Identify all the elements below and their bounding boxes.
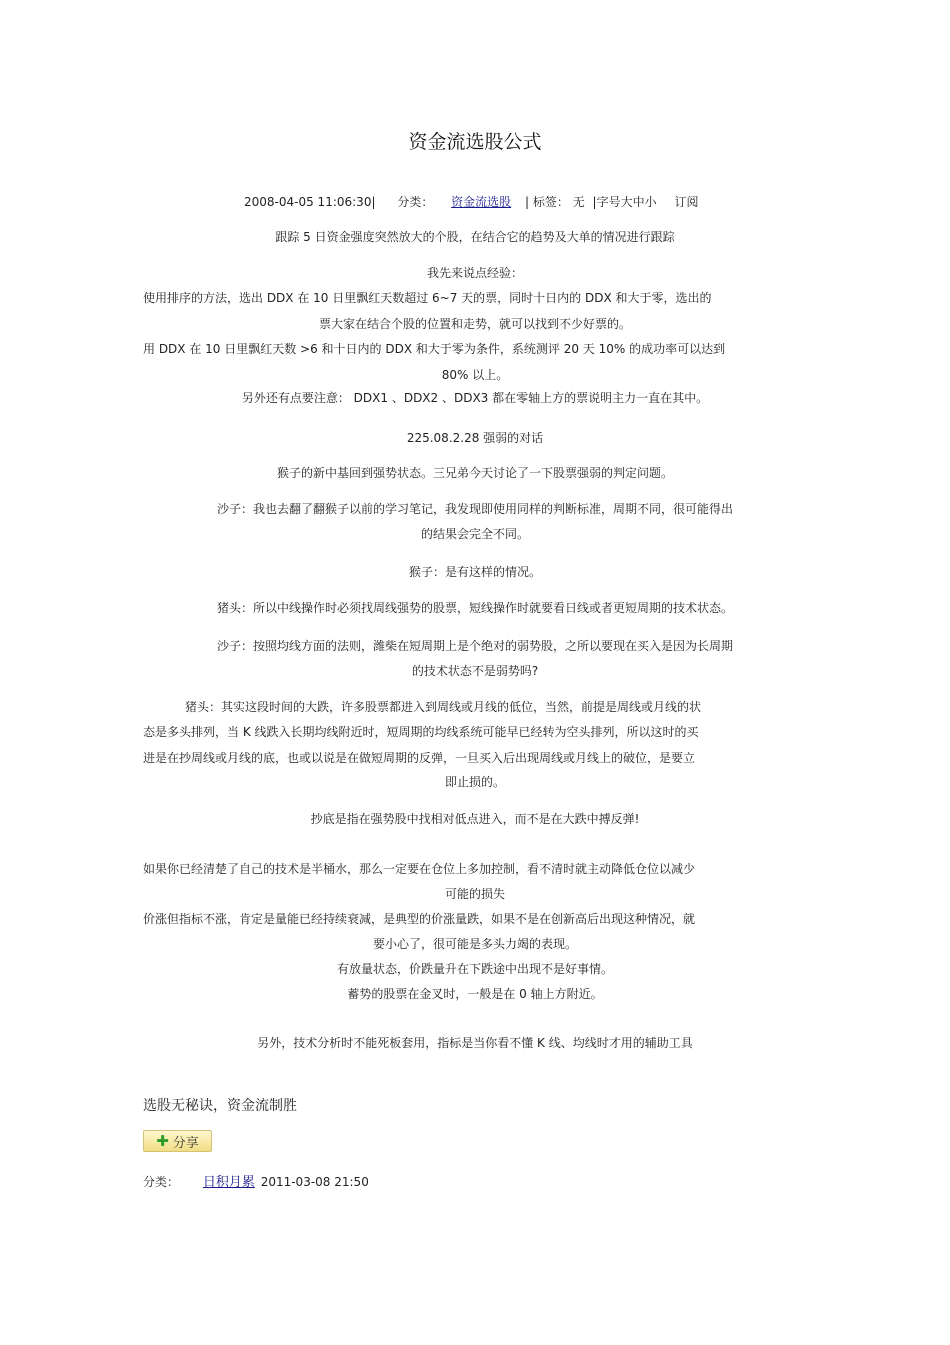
paragraph: 80% 以上。 xyxy=(441,368,509,382)
plus-icon: ✚ xyxy=(156,1131,169,1150)
paragraph: 的结果会完全不同。 xyxy=(420,527,529,541)
post-title[interactable]: 选股无秘诀，资金流制胜 xyxy=(143,1098,297,1114)
category-link[interactable]: 资金流选股 xyxy=(451,195,512,209)
paragraph: 抄底是指在强势股中找相对低点进入，而不是在大跌中搏反弹! xyxy=(310,812,640,826)
paragraph: 另外，技术分析时不能死板套用，指标是当你看不懂 K 线、均线时才用的辅助工具 xyxy=(257,1036,693,1050)
fontsize-small[interactable]: 小 xyxy=(644,195,657,209)
paragraph: 使用排序的方法，选出 DDX 在 10 日里飘红天数超过 6~7 天的票，同时十日内的 DDX 和大于零，选出的 xyxy=(143,291,712,305)
post-datetime: 2008-04-05 11:06:30| xyxy=(244,195,376,209)
share-label: 分享 xyxy=(172,1135,199,1151)
paragraph: 的技术状态不是弱势吗? xyxy=(411,664,539,678)
paragraph: 进是在抄周线或月线的底，也或以说是在做短周期的反弹，一旦买入后出现周线或月线上的破位，是要立 xyxy=(143,751,696,765)
paragraph: 猴子的新中基回到强势状态。三兄弟今天讨论了一下股票强弱的判定问题。 xyxy=(276,466,673,480)
category-label: 分类： xyxy=(143,1175,180,1189)
paragraph: 如果你已经清楚了自己的技术是半桶水，那么一定要在仓位上多加控制，看不清时就主动降低仓位以减少 xyxy=(143,862,696,876)
share-button[interactable] xyxy=(143,1130,212,1152)
section-heading: 225.08.2.28 强弱的对话 xyxy=(406,431,544,445)
paragraph: 猪头：所以中线操作时必须找周线强势的股票，短线操作时就要看日线或者更短周期的技术状态。 xyxy=(216,601,733,615)
category-link[interactable]: 日积月累 xyxy=(202,1175,255,1190)
paragraph: 要小心了，很可能是多头力竭的表现。 xyxy=(372,937,577,951)
paragraph: 猴子：是有这样的情况。 xyxy=(408,565,541,579)
fontsize-large[interactable]: 大 xyxy=(620,195,633,209)
fontsize-label: |字号 xyxy=(592,195,621,209)
paragraph: 跟踪 5 日资金强度突然放大的个股，在结合它的趋势及大单的情况进行跟踪 xyxy=(275,230,675,244)
paragraph: 用 DDX 在 10 日里飘红天数 >6 和十日内的 DDX 和大于零为条件，系统测评 20 天 10% 的成功率可以达到 xyxy=(143,342,726,356)
category-label: 分类： xyxy=(397,195,434,209)
article-meta xyxy=(244,194,698,210)
article-title: 资金流选股公式 xyxy=(408,131,542,153)
paragraph: 可能的损失 xyxy=(444,887,505,901)
paragraph: 价涨但指标不涨，肯定是量能已经持续衰减，是典型的价涨量跌，如果不是在创新高后出现这种情况，就 xyxy=(143,912,696,926)
subscribe-link[interactable]: 订阅 xyxy=(674,195,699,209)
paragraph: 沙子：按照均线方面的法则，潍柴在短周期上是个绝对的弱势股，之所以要现在买入是因为长周期 xyxy=(216,639,733,653)
fontsize-medium[interactable]: 中 xyxy=(632,195,645,209)
post-meta xyxy=(143,1174,369,1191)
paragraph: 票大家在结合个股的位置和走势，就可以找到不少好票的。 xyxy=(318,317,631,331)
tag-label: | 标签： 无 xyxy=(525,195,585,209)
paragraph: 另外还有点要注意： DDX1 、DDX2 、DDX3 都在零轴上方的票说明主力一直在其中。 xyxy=(241,391,709,405)
paragraph: 即止损的。 xyxy=(444,775,505,789)
paragraph: 蓄势的股票在金叉时，一般是在 0 轴上方附近。 xyxy=(347,987,603,1001)
post-datetime: 2011-03-08 21:50 xyxy=(260,1175,369,1189)
paragraph: 沙子：我也去翻了翻猴子以前的学习笔记，我发现即使用同样的判断标准，周期不同，很可能得出 xyxy=(216,502,733,516)
paragraph: 我先来说点经验： xyxy=(426,266,523,280)
paragraph: 猪头：其实这段时间的大跌，许多股票都进入到周线或月线的低位，当然，前提是周线或月线的状 xyxy=(185,700,702,714)
paragraph: 态是多头排列，当 K 线跌入长期均线附近时，短周期的均线系统可能早已经转为空头排列，所以这时的买 xyxy=(143,725,699,739)
paragraph: 有放量状态，价跌量升在下跌途中出现不是好事情。 xyxy=(336,962,613,976)
